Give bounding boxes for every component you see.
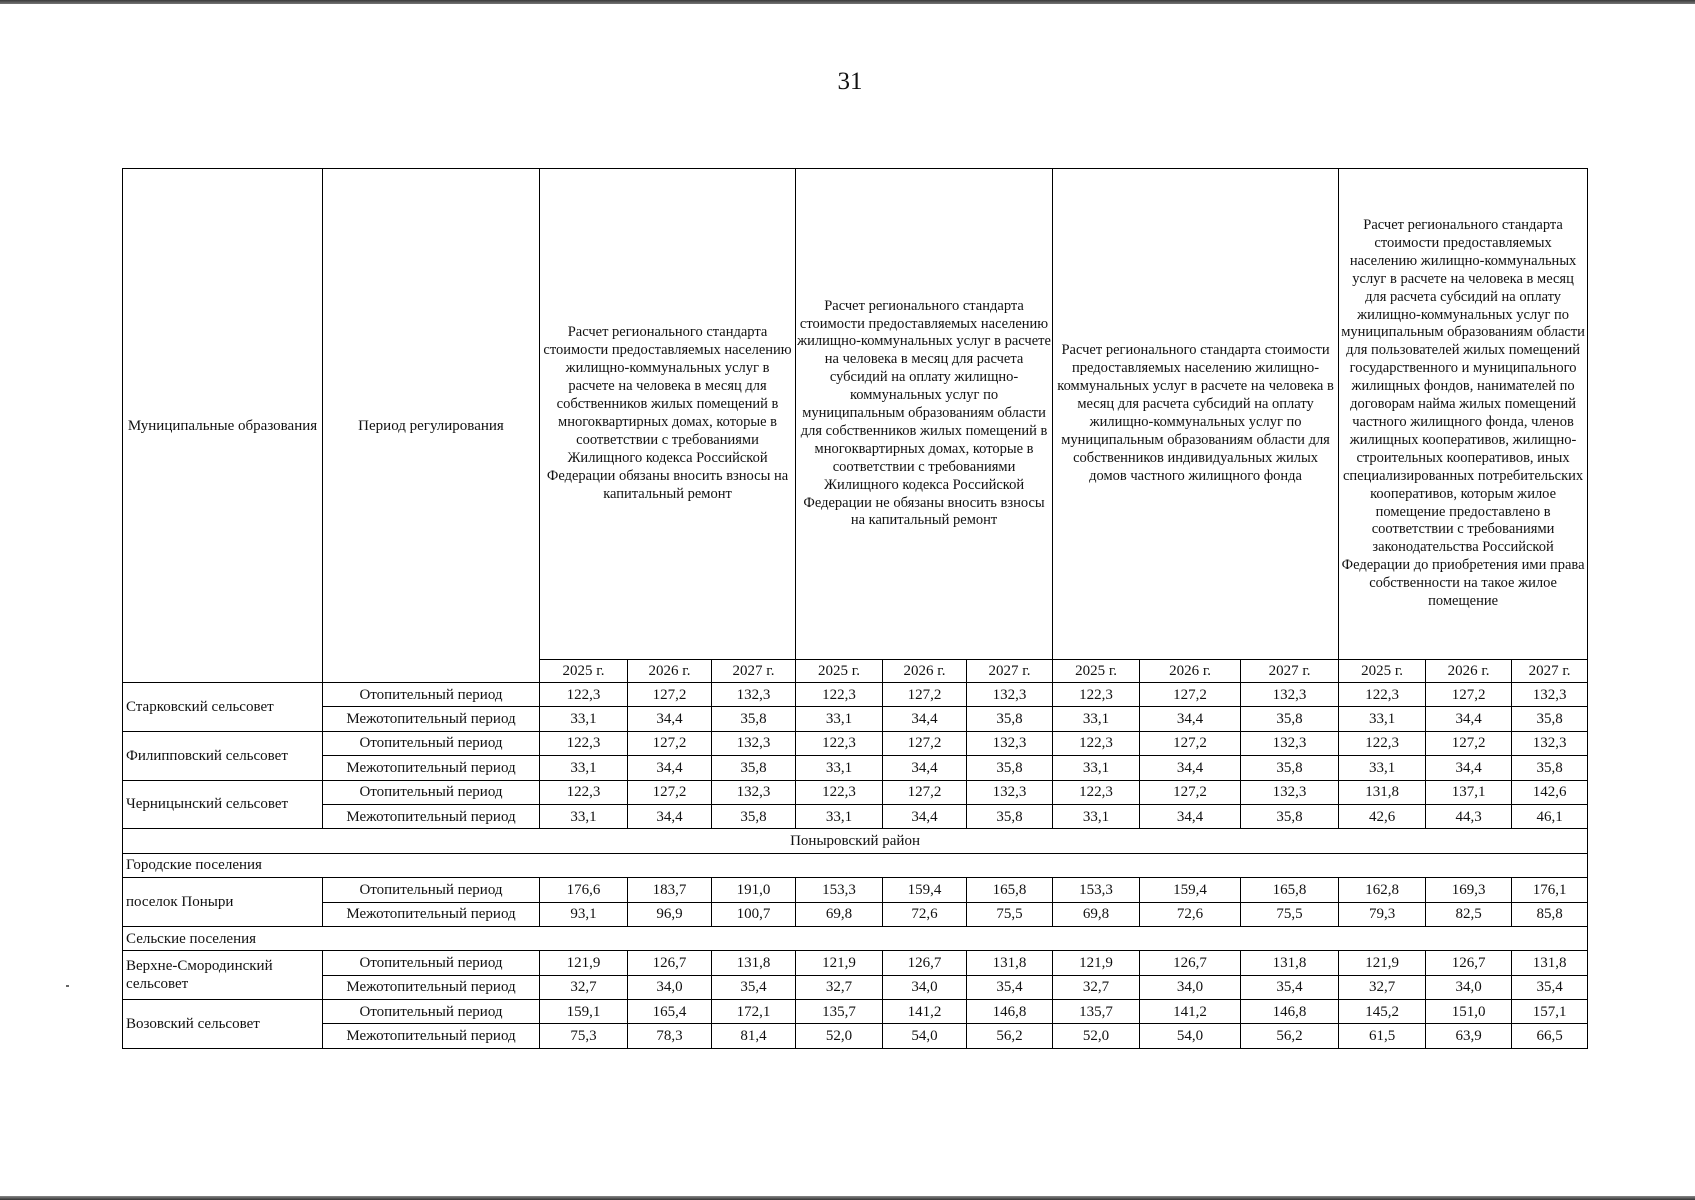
- value-cell: 122,3: [1053, 683, 1140, 707]
- value-cell: 35,8: [1241, 804, 1339, 828]
- year-header: 2026 г.: [1140, 660, 1241, 683]
- value-cell: 159,4: [1140, 878, 1241, 902]
- section-row: [123, 926, 1588, 950]
- value-cell: 126,7: [883, 951, 967, 975]
- value-cell: 176,1: [1512, 878, 1588, 902]
- value-cell: 81,4: [712, 1024, 796, 1048]
- value-cell: 32,7: [540, 975, 628, 999]
- value-cell: 34,0: [1140, 975, 1241, 999]
- value-cell: 126,7: [1426, 951, 1512, 975]
- value-cell: 42,6: [1339, 804, 1426, 828]
- value-cell: 127,2: [1140, 731, 1241, 755]
- value-cell: 141,2: [1140, 1000, 1241, 1024]
- value-cell: 33,1: [1053, 707, 1140, 731]
- value-cell: 33,1: [1053, 804, 1140, 828]
- municipality-name: Старковский сельсовет: [123, 683, 323, 732]
- value-cell: 183,7: [628, 878, 712, 902]
- table-row: [123, 878, 1588, 902]
- header-group-capital-repair-obliged: Расчет регионального стандарта стоимости предоставляемых населению жилищно-коммунальных услуг в расчете на человека в месяц для собственников жилых помещений в многоквартирных домах, которые в соответствии с требованиями Жилищного кодекса Российской Федерации обязаны вносить взносы на капитальный ремонт: [540, 169, 796, 660]
- value-cell: 72,6: [1140, 902, 1241, 926]
- year-header: 2026 г.: [628, 660, 712, 683]
- year-header: 2027 г.: [712, 660, 796, 683]
- value-cell: 56,2: [1241, 1024, 1339, 1048]
- value-cell: 33,1: [796, 756, 883, 780]
- value-cell: 176,6: [540, 878, 628, 902]
- value-cell: 35,8: [967, 756, 1053, 780]
- value-cell: 122,3: [540, 683, 628, 707]
- table-row: [123, 780, 1588, 804]
- scan-speck: [66, 985, 69, 987]
- section-row: [123, 853, 1588, 877]
- page-number: 31: [837, 68, 863, 95]
- value-cell: 82,5: [1426, 902, 1512, 926]
- header-municipality: Муниципальные образования: [123, 169, 323, 683]
- value-cell: 122,3: [1053, 731, 1140, 755]
- value-cell: 122,3: [796, 731, 883, 755]
- value-cell: 54,0: [883, 1024, 967, 1048]
- value-cell: 34,4: [883, 804, 967, 828]
- value-cell: 34,4: [628, 707, 712, 731]
- value-cell: 172,1: [712, 1000, 796, 1024]
- table-body: [123, 169, 1588, 1049]
- value-cell: 34,4: [1426, 707, 1512, 731]
- value-cell: 35,8: [1241, 707, 1339, 731]
- value-cell: 142,6: [1512, 780, 1588, 804]
- value-cell: 132,3: [967, 780, 1053, 804]
- value-cell: 122,3: [796, 683, 883, 707]
- table-row: [123, 1000, 1588, 1024]
- value-cell: 153,3: [1053, 878, 1140, 902]
- value-cell: 33,1: [796, 707, 883, 731]
- value-cell: 131,8: [967, 951, 1053, 975]
- value-cell: 34,0: [628, 975, 712, 999]
- period-label: Отопительный период: [323, 683, 540, 707]
- period-label: Отопительный период: [323, 951, 540, 975]
- header-group-capital-repair-not-obliged: Расчет регионального стандарта стоимости предоставляемых населению жилищно-коммунальных услуг в расчете на человека в месяц для расчета субсидий на оплату жилищно-коммунальных услуг по муниципальным образованиям области для собственников жилых помещений в многоквартирных домах, которые в соответствии с требованиями Жилищного кодекса Российской Федерации не обязаны вносить взносы на капитальный ремонт: [796, 169, 1053, 660]
- value-cell: 34,0: [1426, 975, 1512, 999]
- district-title: Поныровский район: [123, 829, 1588, 853]
- value-cell: 131,8: [1339, 780, 1426, 804]
- header-group-tenants-cooperatives: Расчет регионального стандарта стоимости предоставляемых населению жилищно-коммунальных услуг в расчете на человека в месяц для расчета субсидий на оплату жилищно-коммунальных услуг по муниципальным образованиям области для пользователей жилых помещений государственного и муниципального жилищных фондов, нанимателей по договорам найма жилых помещений частного жилищного фонда, членов жилищных кооперативов, жилищно-строительных кооперативов, иных специализированных потребительских кооперативов, которым жилое помещение предоставлено в соответствии с требованиями законодательства Российской Федерации до приобретения ими права собственности на такое жилое помещение: [1339, 169, 1588, 660]
- value-cell: 72,6: [883, 902, 967, 926]
- value-cell: 85,8: [1512, 902, 1588, 926]
- table-row: [123, 756, 1588, 780]
- value-cell: 132,3: [1241, 731, 1339, 755]
- value-cell: 78,3: [628, 1024, 712, 1048]
- value-cell: 127,2: [628, 780, 712, 804]
- municipality-name: Филипповский сельсовет: [123, 731, 323, 780]
- header-period: Период регулирования: [323, 169, 540, 683]
- table-row: [123, 975, 1588, 999]
- value-cell: 132,3: [1241, 683, 1339, 707]
- value-cell: 169,3: [1426, 878, 1512, 902]
- period-label: Межотопительный период: [323, 804, 540, 828]
- value-cell: 141,2: [883, 1000, 967, 1024]
- value-cell: 162,8: [1339, 878, 1426, 902]
- value-cell: 127,2: [1140, 780, 1241, 804]
- period-label: Межотопительный период: [323, 707, 540, 731]
- value-cell: 32,7: [1053, 975, 1140, 999]
- year-header: 2025 г.: [540, 660, 628, 683]
- value-cell: 33,1: [1053, 756, 1140, 780]
- year-header: 2025 г.: [796, 660, 883, 683]
- period-label: Межотопительный период: [323, 975, 540, 999]
- value-cell: 32,7: [796, 975, 883, 999]
- tariff-standard-table: [122, 168, 1588, 1049]
- value-cell: 132,3: [712, 731, 796, 755]
- value-cell: 159,1: [540, 1000, 628, 1024]
- scan-edge-bottom: [0, 1196, 1695, 1200]
- value-cell: 132,3: [967, 731, 1053, 755]
- table-row: [123, 683, 1588, 707]
- value-cell: 35,8: [967, 804, 1053, 828]
- value-cell: 122,3: [540, 780, 628, 804]
- value-cell: 131,8: [1512, 951, 1588, 975]
- value-cell: 165,4: [628, 1000, 712, 1024]
- value-cell: 127,2: [628, 731, 712, 755]
- value-cell: 121,9: [1053, 951, 1140, 975]
- table-row: [123, 1024, 1588, 1048]
- value-cell: 122,3: [1339, 731, 1426, 755]
- value-cell: 191,0: [712, 878, 796, 902]
- value-cell: 34,4: [628, 756, 712, 780]
- value-cell: 151,0: [1426, 1000, 1512, 1024]
- value-cell: 126,7: [1140, 951, 1241, 975]
- value-cell: 34,4: [628, 804, 712, 828]
- value-cell: 121,9: [540, 951, 628, 975]
- value-cell: 127,2: [883, 683, 967, 707]
- rural-settlements-title: Сельские поселения: [123, 926, 1588, 950]
- value-cell: 35,4: [712, 975, 796, 999]
- value-cell: 93,1: [540, 902, 628, 926]
- value-cell: 34,4: [883, 707, 967, 731]
- value-cell: 127,2: [1140, 683, 1241, 707]
- value-cell: 122,3: [1339, 683, 1426, 707]
- value-cell: 69,8: [796, 902, 883, 926]
- value-cell: 34,4: [1140, 804, 1241, 828]
- value-cell: 33,1: [796, 804, 883, 828]
- year-header: 2026 г.: [883, 660, 967, 683]
- value-cell: 159,4: [883, 878, 967, 902]
- value-cell: 34,4: [1140, 707, 1241, 731]
- year-header: 2025 г.: [1053, 660, 1140, 683]
- municipality-name: Возовский сельсовет: [123, 1000, 323, 1049]
- value-cell: 56,2: [967, 1024, 1053, 1048]
- value-cell: 135,7: [796, 1000, 883, 1024]
- value-cell: 75,5: [967, 902, 1053, 926]
- value-cell: 75,3: [540, 1024, 628, 1048]
- value-cell: 157,1: [1512, 1000, 1588, 1024]
- municipality-name: поселок Поныри: [123, 878, 323, 927]
- value-cell: 34,4: [883, 756, 967, 780]
- value-cell: 35,4: [1512, 975, 1588, 999]
- value-cell: 34,0: [883, 975, 967, 999]
- value-cell: 131,8: [712, 951, 796, 975]
- value-cell: 66,5: [1512, 1024, 1588, 1048]
- value-cell: 131,8: [1241, 951, 1339, 975]
- table-row: [123, 707, 1588, 731]
- value-cell: 127,2: [1426, 731, 1512, 755]
- value-cell: 132,3: [712, 780, 796, 804]
- value-cell: 61,5: [1339, 1024, 1426, 1048]
- value-cell: 35,8: [967, 707, 1053, 731]
- value-cell: 122,3: [1053, 780, 1140, 804]
- value-cell: 32,7: [1339, 975, 1426, 999]
- municipality-name: Черницынский сельсовет: [123, 780, 323, 829]
- value-cell: 122,3: [796, 780, 883, 804]
- value-cell: 33,1: [1339, 707, 1426, 731]
- value-cell: 35,8: [1512, 756, 1588, 780]
- value-cell: 35,4: [967, 975, 1053, 999]
- value-cell: 35,8: [1512, 707, 1588, 731]
- value-cell: 46,1: [1512, 804, 1588, 828]
- value-cell: 132,3: [1241, 780, 1339, 804]
- value-cell: 126,7: [628, 951, 712, 975]
- value-cell: 33,1: [540, 756, 628, 780]
- section-row: [123, 829, 1588, 853]
- value-cell: 69,8: [1053, 902, 1140, 926]
- value-cell: 100,7: [712, 902, 796, 926]
- year-header: 2027 г.: [1241, 660, 1339, 683]
- period-label: Межотопительный период: [323, 902, 540, 926]
- value-cell: 153,3: [796, 878, 883, 902]
- year-header: 2027 г.: [967, 660, 1053, 683]
- value-cell: 54,0: [1140, 1024, 1241, 1048]
- value-cell: 33,1: [1339, 756, 1426, 780]
- value-cell: 35,8: [712, 756, 796, 780]
- value-cell: 96,9: [628, 902, 712, 926]
- value-cell: 127,2: [1426, 683, 1512, 707]
- value-cell: 35,4: [1241, 975, 1339, 999]
- table-row: [123, 902, 1588, 926]
- value-cell: 121,9: [796, 951, 883, 975]
- period-label: Отопительный период: [323, 878, 540, 902]
- year-header: 2025 г.: [1339, 660, 1426, 683]
- value-cell: 122,3: [540, 731, 628, 755]
- value-cell: 132,3: [1512, 683, 1588, 707]
- value-cell: 35,8: [712, 804, 796, 828]
- value-cell: 52,0: [796, 1024, 883, 1048]
- value-cell: 79,3: [1339, 902, 1426, 926]
- period-label: Отопительный период: [323, 780, 540, 804]
- value-cell: 75,5: [1241, 902, 1339, 926]
- scan-edge-top: [0, 0, 1695, 4]
- value-cell: 165,8: [1241, 878, 1339, 902]
- value-cell: 132,3: [967, 683, 1053, 707]
- value-cell: 132,3: [1512, 731, 1588, 755]
- header-row: [123, 169, 1588, 660]
- value-cell: 35,8: [712, 707, 796, 731]
- value-cell: 121,9: [1339, 951, 1426, 975]
- municipality-name: Верхне-Смородинский сельсовет: [123, 951, 323, 1000]
- header-group-individual-houses: Расчет регионального стандарта стоимости предоставляемых населению жилищно-коммунальных услуг в расчете на человека в месяц для расчета субсидий на оплату жилищно-коммунальных услуг по муниципальным образованиям области для собственников индивидуальных жилых домов частного жилищного фонда: [1053, 169, 1339, 660]
- value-cell: 127,2: [883, 780, 967, 804]
- value-cell: 165,8: [967, 878, 1053, 902]
- period-label: Отопительный период: [323, 1000, 540, 1024]
- value-cell: 34,4: [1140, 756, 1241, 780]
- period-label: Отопительный период: [323, 731, 540, 755]
- period-label: Межотопительный период: [323, 1024, 540, 1048]
- table-row: [123, 804, 1588, 828]
- year-header: 2026 г.: [1426, 660, 1512, 683]
- value-cell: 127,2: [883, 731, 967, 755]
- table-row: [123, 731, 1588, 755]
- value-cell: 135,7: [1053, 1000, 1140, 1024]
- table-row: [123, 951, 1588, 975]
- value-cell: 146,8: [1241, 1000, 1339, 1024]
- value-cell: 33,1: [540, 804, 628, 828]
- value-cell: 145,2: [1339, 1000, 1426, 1024]
- value-cell: 34,4: [1426, 756, 1512, 780]
- value-cell: 146,8: [967, 1000, 1053, 1024]
- value-cell: 137,1: [1426, 780, 1512, 804]
- urban-settlements-title: Городские поселения: [123, 853, 1588, 877]
- period-label: Межотопительный период: [323, 756, 540, 780]
- year-header: 2027 г.: [1512, 660, 1588, 683]
- value-cell: 52,0: [1053, 1024, 1140, 1048]
- value-cell: 33,1: [540, 707, 628, 731]
- value-cell: 35,8: [1241, 756, 1339, 780]
- value-cell: 44,3: [1426, 804, 1512, 828]
- value-cell: 127,2: [628, 683, 712, 707]
- value-cell: 132,3: [712, 683, 796, 707]
- value-cell: 63,9: [1426, 1024, 1512, 1048]
